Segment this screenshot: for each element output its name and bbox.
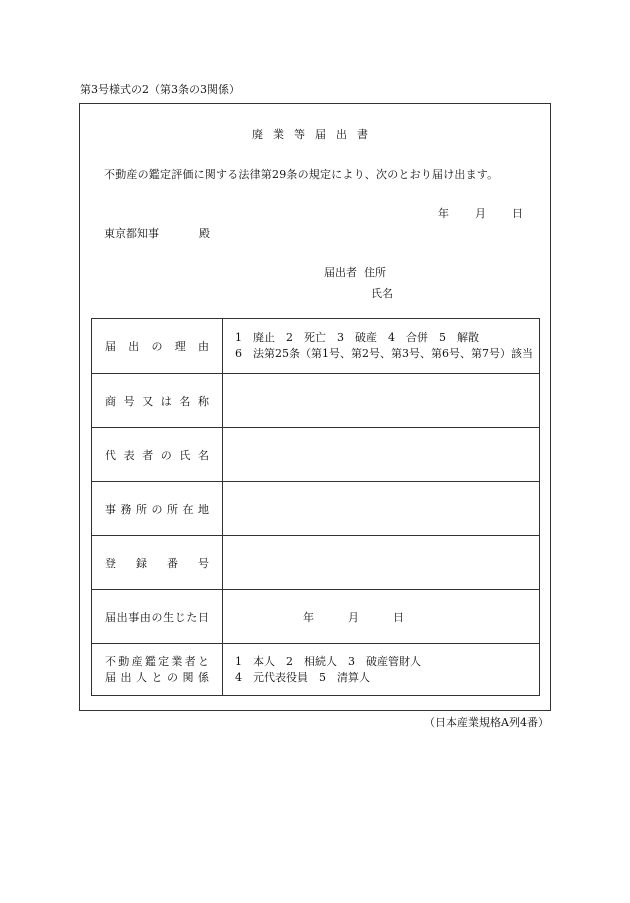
applicant-address[interactable] — [324, 264, 386, 280]
event-date-month: 月 — [348, 610, 359, 624]
reason-label: 届出の理由 — [92, 319, 223, 373]
row-office-address — [92, 482, 539, 536]
relationship-label-line-2: 届出人との関係 — [105, 671, 209, 684]
relationship-label-line-1: 不動産鑑定業者と — [105, 655, 209, 668]
row-registration-number — [92, 536, 539, 590]
relationship-options[interactable] — [223, 644, 539, 696]
event-date-day: 日 — [393, 610, 404, 624]
paper-size-note: （日本産業規格A列4番） — [424, 716, 549, 729]
registration-number-field[interactable] — [223, 536, 539, 589]
relationship-options-line-2: 4 元代表役員 5 清算人 — [235, 671, 370, 684]
relationship-label — [92, 644, 223, 696]
office-address-field[interactable] — [223, 482, 539, 535]
details-table — [91, 318, 540, 696]
row-relationship — [92, 644, 539, 696]
registration-number-label: 登録番号 — [92, 536, 223, 589]
addressee — [104, 225, 210, 241]
addressee-name: 東京都知事 — [104, 227, 159, 240]
submission-date — [438, 205, 523, 221]
date-year[interactable]: 年 — [438, 207, 449, 220]
applicant-label: 届出者 — [324, 266, 357, 279]
representative-label: 代表者の氏名 — [92, 428, 223, 481]
relationship-options-line-1: 1 本人 2 相続人 3 破産管財人 — [235, 655, 421, 668]
row-trade-name — [92, 374, 539, 428]
event-date-field[interactable] — [223, 590, 539, 643]
row-reason — [92, 319, 539, 374]
applicant-name[interactable] — [371, 285, 393, 301]
row-representative — [92, 428, 539, 482]
row-event-date — [92, 590, 539, 644]
trade-name-label: 商号又は名称 — [92, 374, 223, 427]
addressee-honorific: 殿 — [199, 227, 210, 240]
event-date-year: 年 — [303, 610, 314, 624]
form-number-label: 第3号様式の2（第3条の3関係） — [80, 83, 240, 96]
name-label: 氏名 — [371, 287, 393, 300]
event-date-label: 届出事由の生じた日 — [92, 590, 223, 643]
representative-field[interactable] — [223, 428, 539, 481]
date-day[interactable]: 日 — [512, 207, 523, 220]
reason-options-line-2: 6 法第25条（第1号、第2号、第3号、第6号、第7号）該当 — [235, 347, 533, 360]
date-month[interactable]: 月 — [475, 207, 486, 220]
reason-options[interactable] — [223, 319, 539, 373]
address-label: 住所 — [364, 266, 386, 279]
form-title: 廃業等届出書 — [252, 128, 378, 141]
intro-text: 不動産の鑑定評価に関する法律第29条の規定により、次のとおり届け出ます。 — [104, 168, 499, 181]
reason-options-line-1: 1 廃止 2 死亡 3 破産 4 合併 5 解散 — [235, 331, 479, 344]
office-address-label: 事務所の所在地 — [92, 482, 223, 535]
trade-name-field[interactable] — [223, 374, 539, 427]
